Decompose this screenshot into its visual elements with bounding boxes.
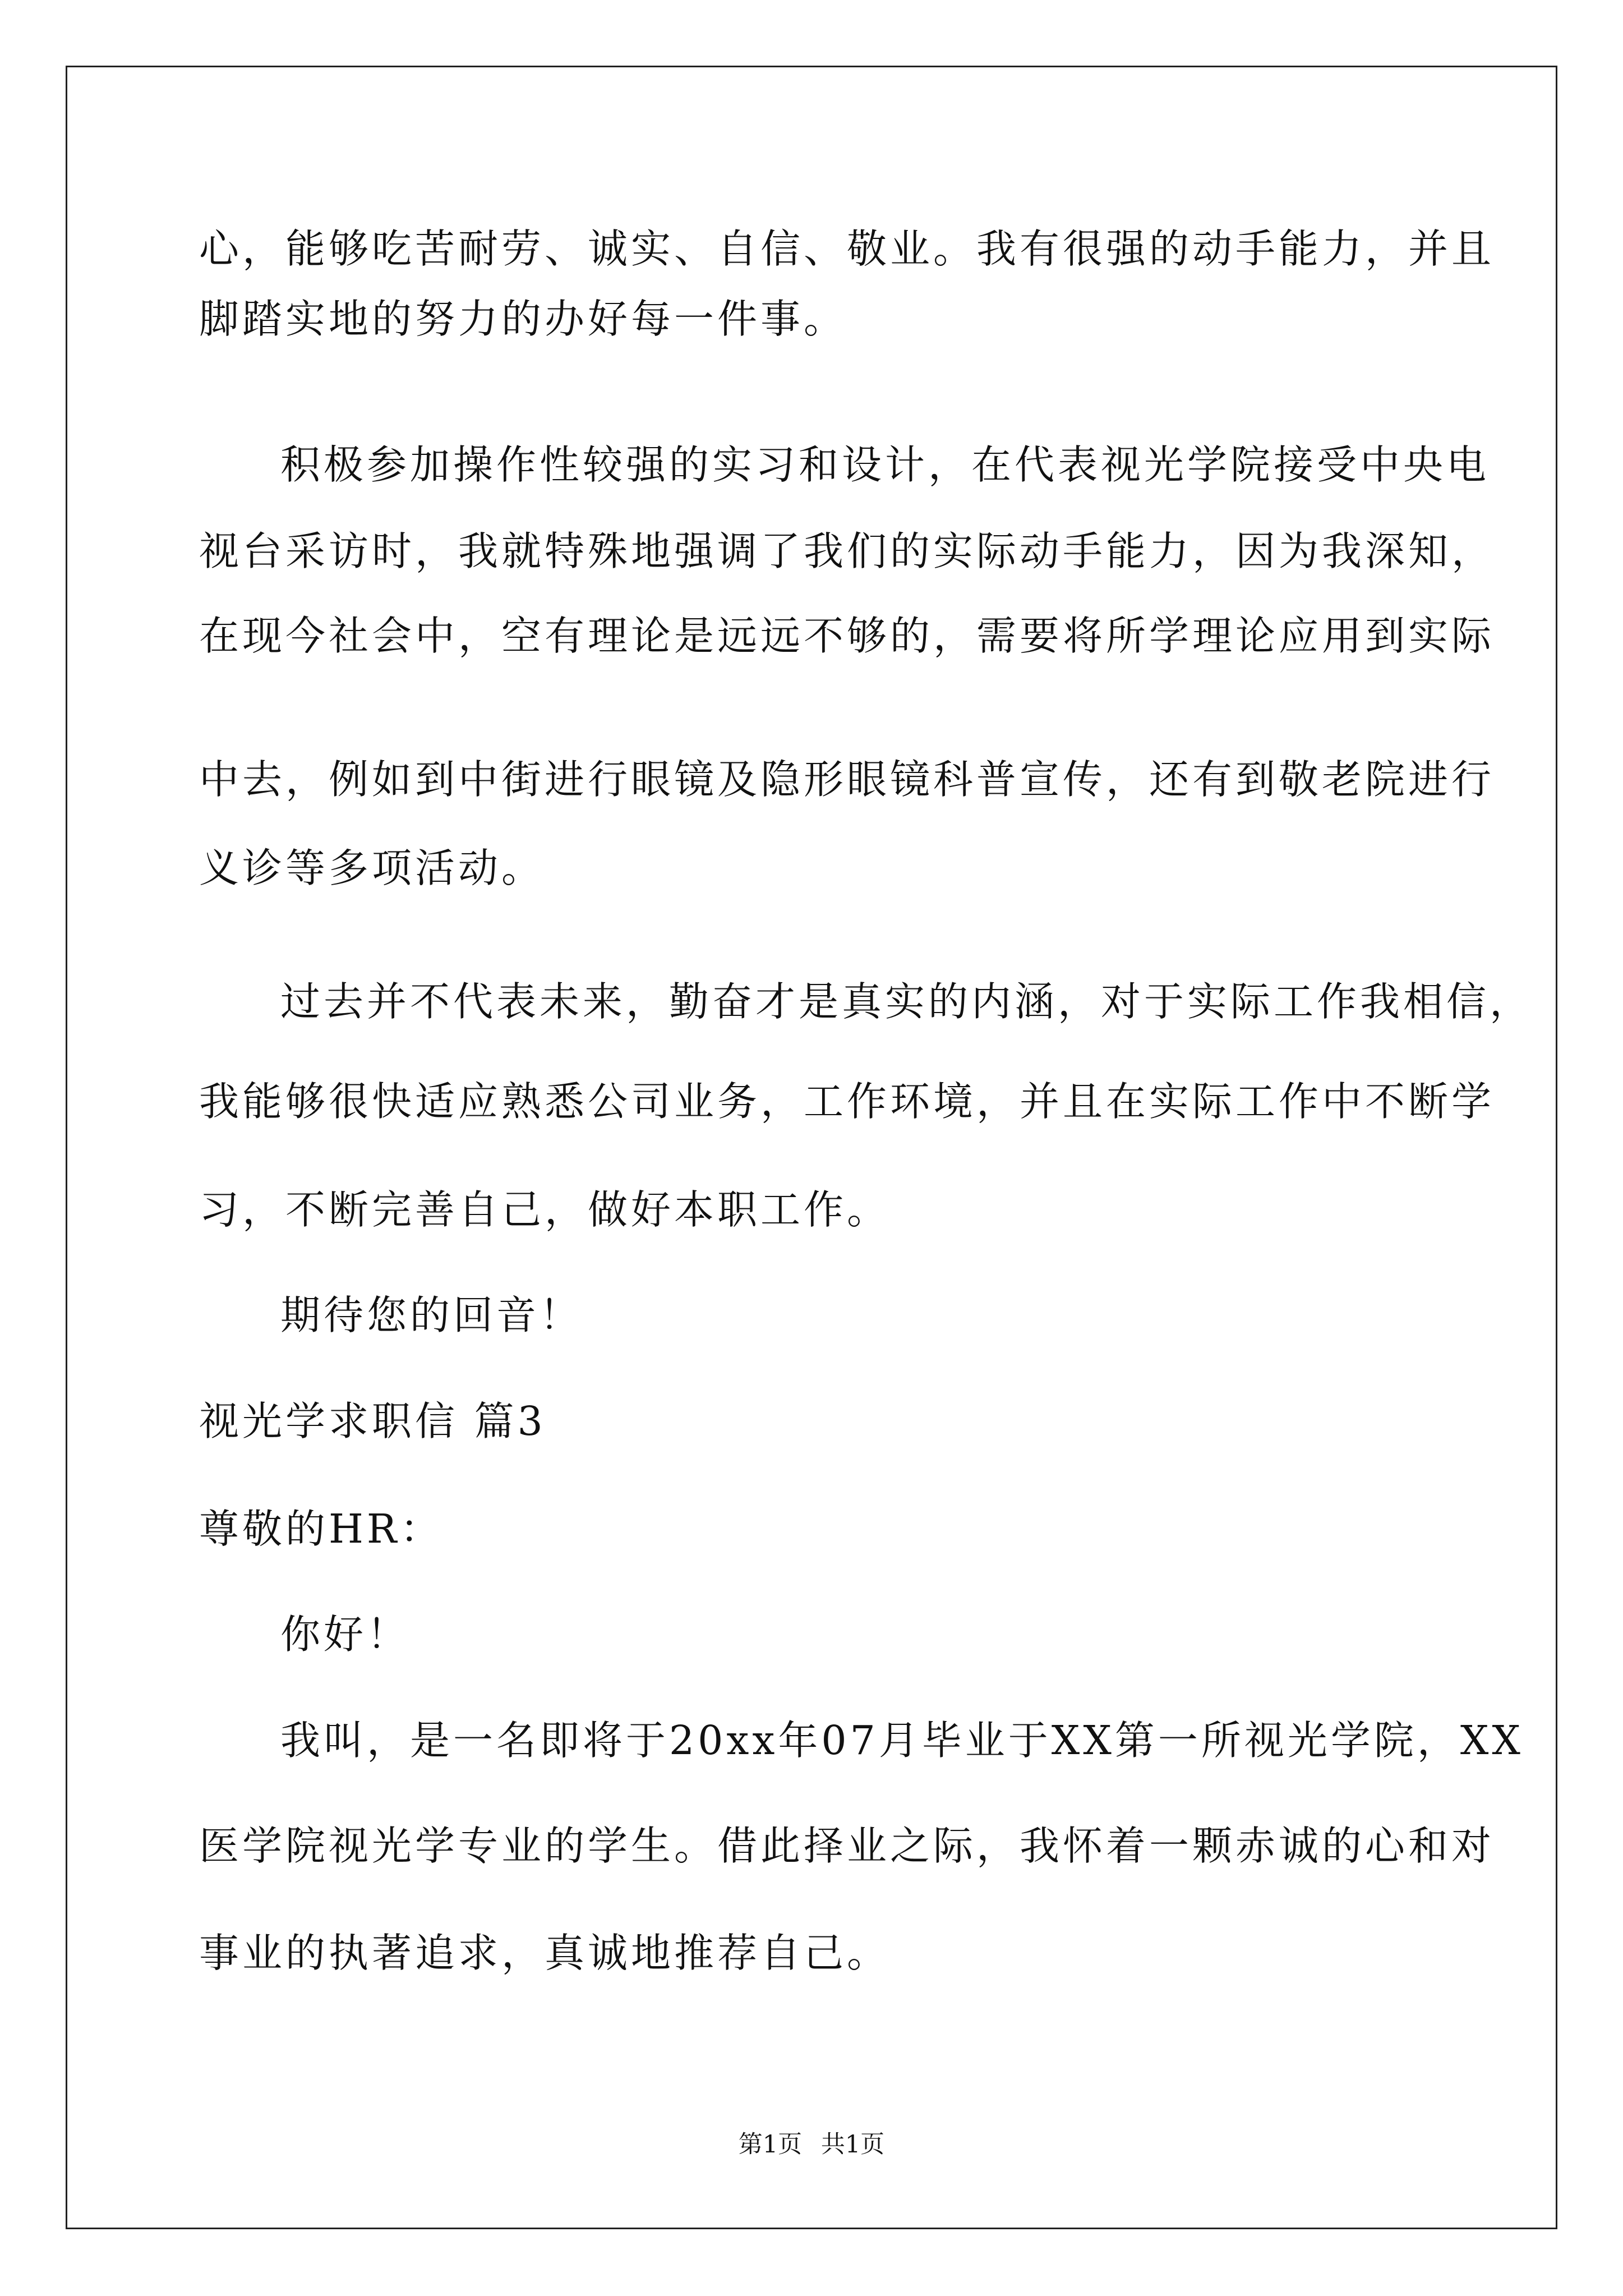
body-line: 事业的执著追求，真诚地推荐自己。 [199,1930,891,1976]
body-line: 我能够很快适应熟悉公司业务，工作环境，并且在实际工作中不断学 [199,1078,1495,1125]
greeting: 你好！ [280,1611,411,1658]
salutation: 尊敬的HR： [199,1506,444,1552]
body-line: 脚踏实地的努力的办好每一件事。 [199,296,847,342]
body-line: 心，能够吃苦耐劳、诚实、自信、敬业。我有很强的动手能力，并且 [199,226,1495,272]
body-line: 中去，例如到中街进行眼镜及隐形眼镜科普宣传，还有到敬老院进行 [199,756,1495,803]
body-line: 我叫，是一名即将于20xx年07月毕业于XX第一所视光学院，XX [280,1717,1524,1764]
body-line: 过去并不代表未来，勤奋才是真实的内涵，对于实际工作我相信， [280,978,1533,1025]
body-line: 视台采访时，我就特殊地强调了我们的实际动手能力，因为我深知， [199,528,1495,574]
section-heading: 视光学求职信 篇3 [199,1398,546,1444]
body-line: 习，不断完善自己，做好本职工作。 [199,1186,891,1233]
page-footer: 第1页 共1页 [738,2131,885,2159]
body-line: 在现今社会中，空有理论是远远不够的，需要将所学理论应用到实际 [199,613,1495,659]
body-line: 医学院视光学专业的学生。借此择业之际，我怀着一颗赤诚的心和对 [199,1823,1495,1869]
body-line: 积极参加操作性较强的实习和设计，在代表视光学院接受中央电 [280,441,1490,488]
page-border [66,66,1557,2229]
body-line: 义诊等多项活动。 [199,845,545,891]
body-line: 期待您的回音！ [280,1292,583,1338]
